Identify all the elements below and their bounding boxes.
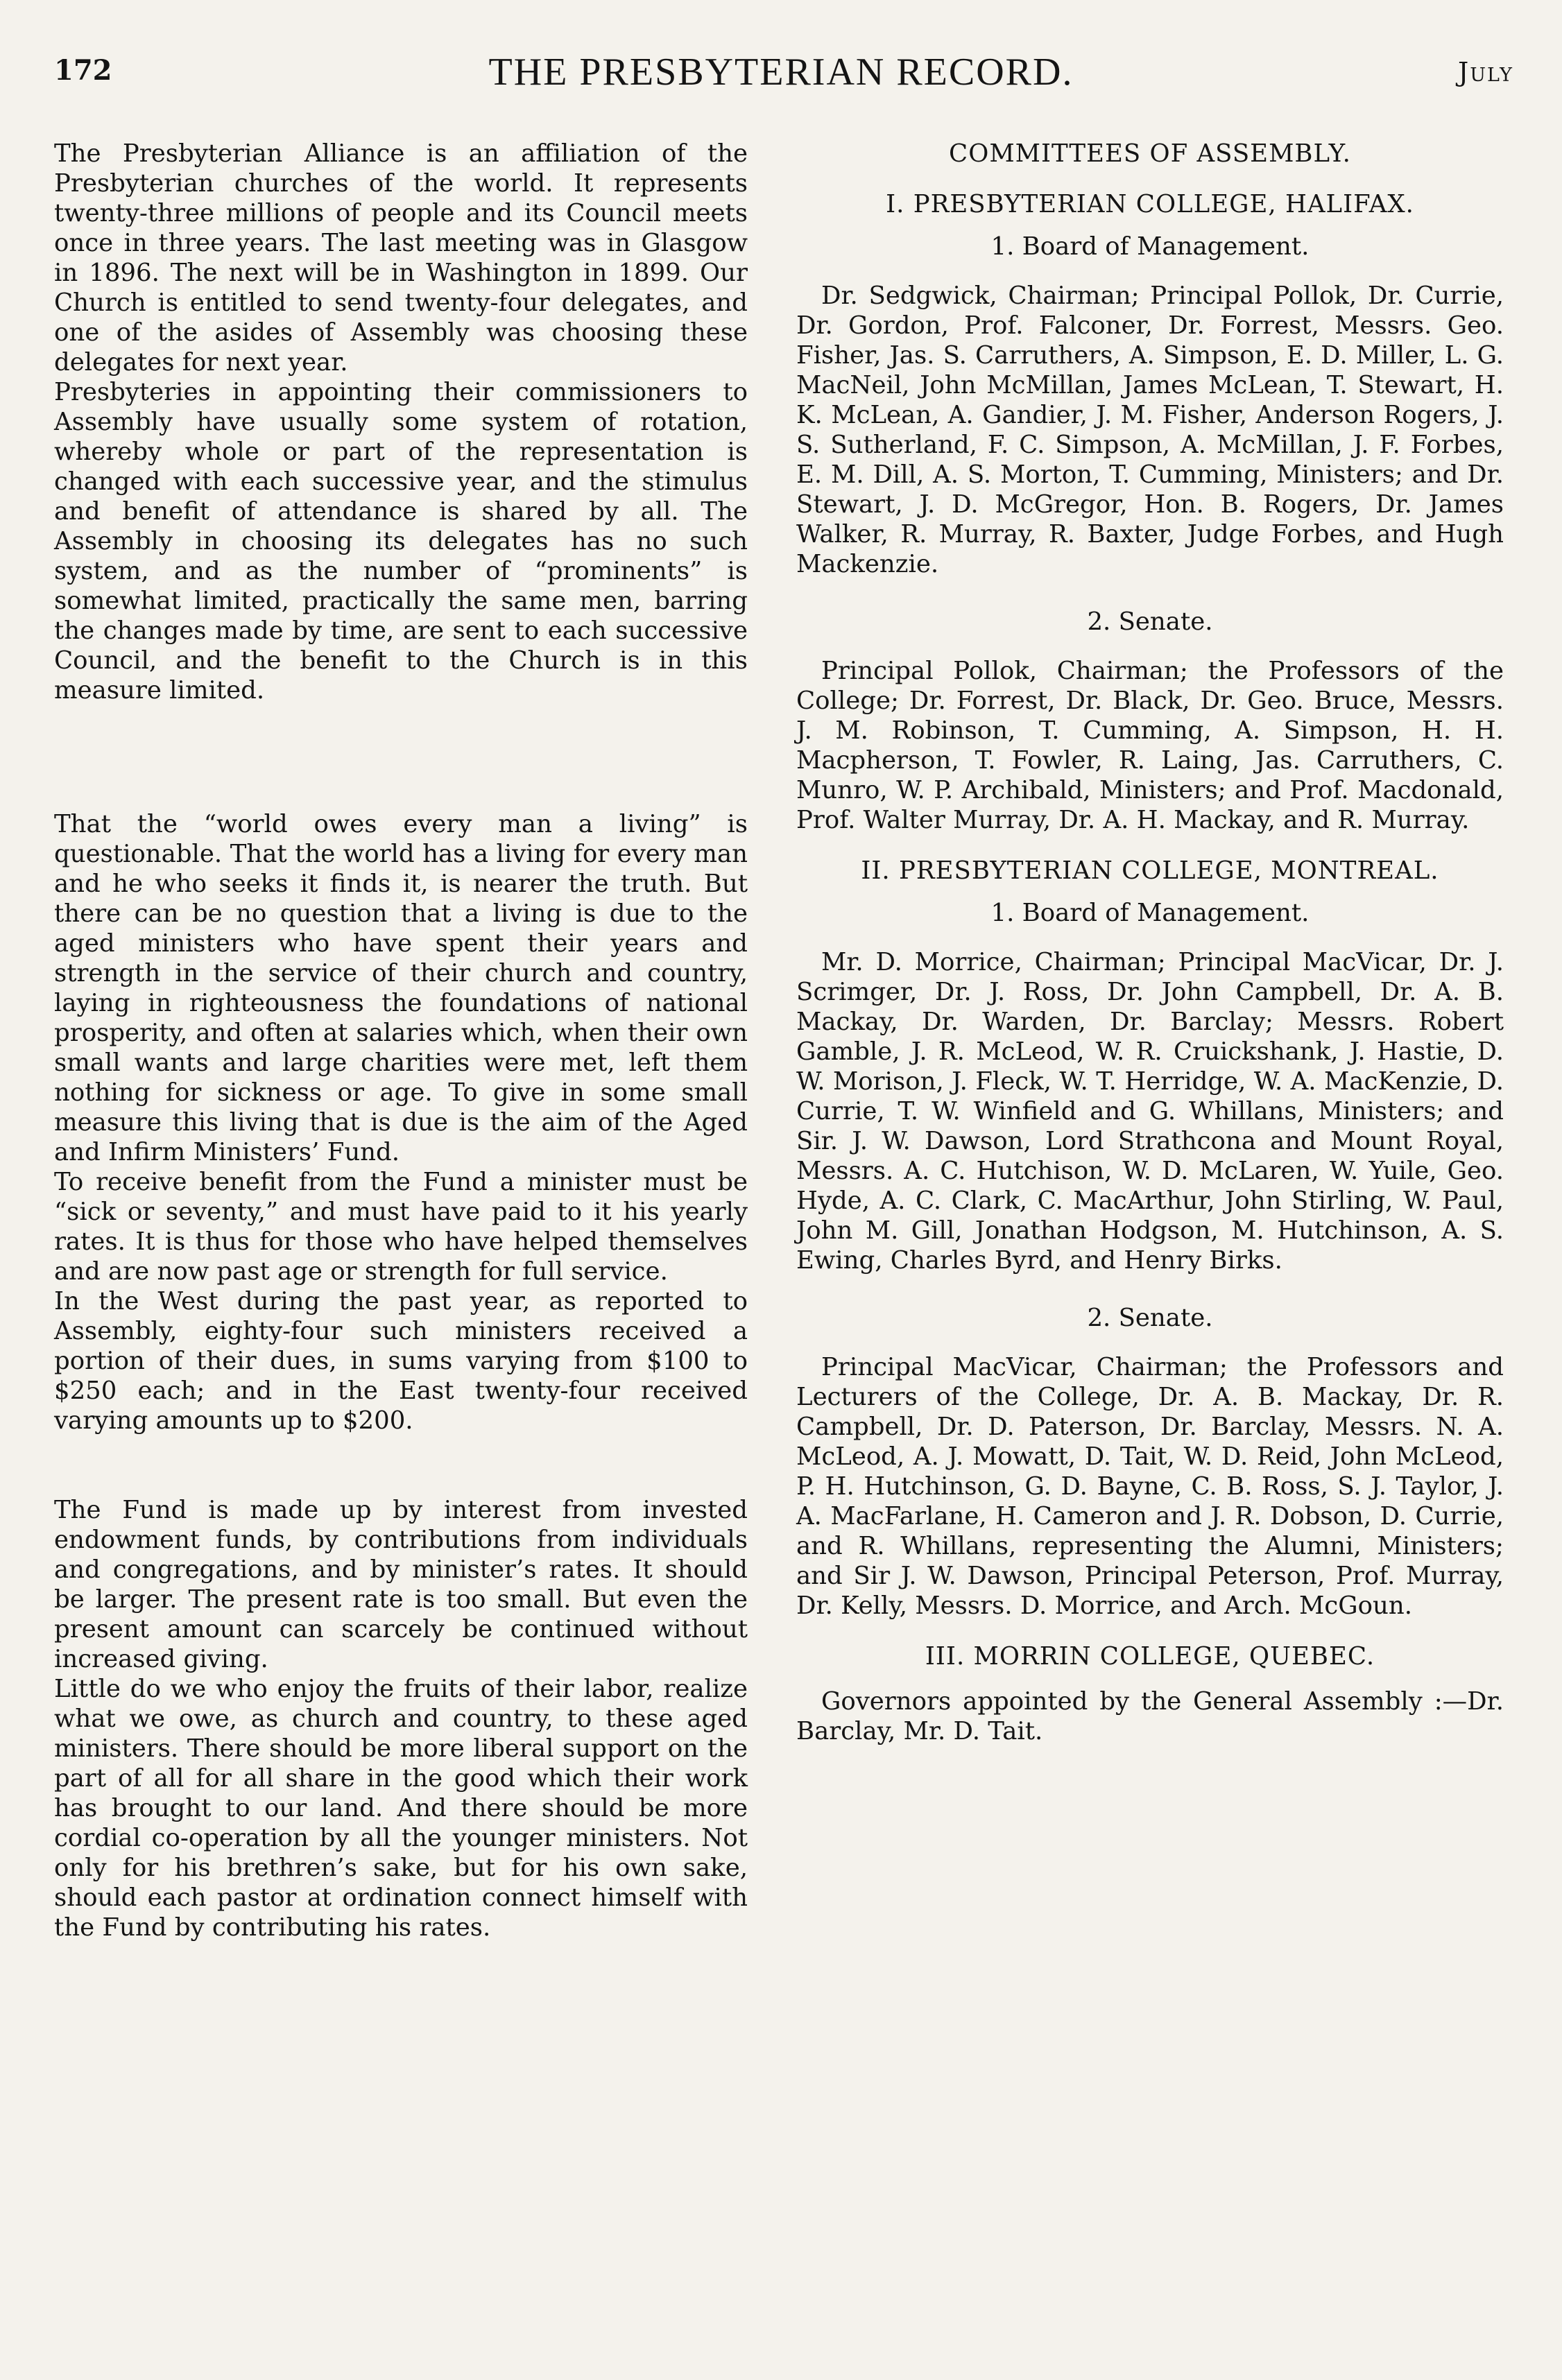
running-title: THE PRESBYTERIAN RECORD. (488, 51, 1074, 94)
member-list: Principal Pollok, Chairman; the Professors of the College; Dr. Forrest, Dr. Black, Dr. Geo. Bruce, Messrs. J. M. Robinson, T. Cumming, A. Simpson, H. H. Macpherson, T. Fowler, R. Laing, Jas. Carruthers, C. Munro, W. P. Archibald, Ministers; and Prof. Macdonald, Prof. Walter Murray, Dr. A. H. Mackay, and R. Murray. (796, 657, 1504, 834)
paragraph-receive-benefit: To receive benefit from the Fund a minister must be “sick or seventy,” and must have paid to it his yearly rates. It is thus for those who have helped themselves and are now past age or strength for full service. (54, 1168, 748, 1286)
member-list: Mr. D. Morrice, Chairman; Principal MacVicar, Dr. J. Scrimger, Dr. J. Ross, Dr. John Campbell, Dr. A. B. Mackay, Dr. Warden, Dr. Barclay; Messrs. Robert Gamble, J. R. McLeod, W. R. Cruickshank, J. Hastie, D. W. Morison, J. Fleck, W. T. Herridge, W. A. MacKenzie, D. Currie, T. W. Winfield and G. Whillans, Ministers; and Sir. J. W. Dawson, Lord Strathcona and Mount Royal, Messrs. A. C. Hutchison, W. D. McLaren, W. Yuile, Geo. Hyde, A. C. Clark, C. MacArthur, John Stirling, W. Paul, John M. Gill, Jonathan Hodgson, M. Hutchinson, A. S. Ewing, Charles Byrd, and Henry Birks. (796, 948, 1504, 1275)
issue-month: July (1457, 57, 1513, 87)
paragraph-world-owes: That the “world owes every man a living” is questionable. That the world has a living for every man and he who seeks it finds it, is nearer the truth. But there can be no question that a living is due to the aged ministers who have spent their years and strength in the service of their church and country, laying in righteousness the foundations of national prosperity, and often at salaries which, when their own small wants and large charities were met, left them nothing for sickness or age. To give in some small measure this living that is due is the aim of the Aged and Infirm Ministers’ Fund. (54, 810, 748, 1166)
section-heading: II. PRESBYTERIAN COLLEGE, MONTREAL. (861, 856, 1439, 885)
page-header (49, 51, 1513, 103)
section-heading: III. MORRIN COLLEGE, QUEBEC. (925, 1642, 1375, 1671)
paragraph-in-the-west: In the West during the past year, as reported to Assembly, eighty-four such ministers received a portion of their dues, in sums varying from $100 to $250 each; and in the East twenty-four received varying amounts up to $200. (54, 1287, 748, 1435)
committees-title: COMMITTEES OF ASSEMBLY. (949, 139, 1351, 168)
left-column (54, 139, 748, 1942)
subsection-heading: 1. Board of Management. (990, 899, 1310, 927)
paragraph-presbyteries: Presbyteries in appointing their commissioners to Assembly have usually some system of rotation, whereby whole or part of the representation is changed with each successive year, and the stimulus and benefit of attendance is shared by all. The Assembly in choosing its delegates has no such system, and as the number of “prominents” is somewhat limited, practically the same men, barring the changes made by time, are sent to each successive Council, and the benefit to the Church is in this measure limited. (54, 378, 748, 705)
subsection-heading: 2. Senate. (1087, 1304, 1213, 1332)
paragraph-alliance: The Presbyterian Alliance is an affiliation of the Presbyterian churches of the world. It represents twenty-three millions of people and its Council meets once in three years. The last meeting was in Glasgow in 1896. The next will be in Washington in 1899. Our Church is entitled to send twenty-four delegates, and one of the asides of Assembly was choosing these delegates for next year. (54, 139, 748, 377)
member-list: Dr. Sedgwick, Chairman; Principal Pollok, Dr. Currie, Dr. Gordon, Prof. Falconer, Dr. Forrest, Messrs. Geo. Fisher, Jas. S. Carruthers, A. Simpson, E. D. Miller, L. G. MacNeil, John McMillan, James McLean, T. Stewart, H. K. McLean, A. Gandier, J. M. Fisher, Anderson Rogers, J. S. Sutherland, F. C. Simpson, A. McMillan, J. F. Forbes, E. M. Dill, A. S. Morton, T. Cumming, Ministers; and Dr. Stewart, J. D. McGregor, Hon. B. Rogers, Dr. James Walker, R. Murray, R. Baxter, Judge Forbes, and Hugh Mackenzie. (796, 282, 1504, 578)
right-column (796, 139, 1504, 1746)
page-number: 172 (54, 54, 112, 87)
member-list: Governors appointed by the General Assembly :—Dr. Barclay, Mr. D. Tait. (796, 1687, 1504, 1745)
subsection-heading: 2. Senate. (1087, 607, 1213, 636)
subsection-heading: 1. Board of Management. (990, 232, 1310, 261)
member-list: Principal MacVicar, Chairman; the Professors and Lecturers of the College, Dr. A. B. Mackay, Dr. R. Campbell, Dr. D. Paterson, Dr. Barclay, Messrs. N. A. McLeod, A. J. Mowatt, D. Tait, W. D. Reid, John McLeod, P. H. Hutchinson, G. D. Bayne, C. B. Ross, S. J. Taylor, J. A. MacFarlane, H. Cameron and J. R. Dobson, D. Currie, and R. Whillans, representing the Alumni, Ministers; and Sir J. W. Dawson, Principal Peterson, Prof. Murray, Dr. Kelly, Messrs. D. Morrice, and Arch. McGoun. (796, 1353, 1504, 1620)
section-heading: I. PRESBYTERIAN COLLEGE, HALIFAX. (886, 190, 1414, 218)
paragraph-little-do-we: Little do we who enjoy the fruits of their labor, realize what we owe, as church and country, to these aged ministers. There should be more liberal support on the part of all for all share in the good which their work has brought to our land. And there should be more cordial co-operation by all the younger ministers. Not only for his brethren’s sake, but for his own sake, should each pastor at ordination connect himself with the Fund by contributing his rates. (54, 1675, 748, 1942)
paragraph-fund-made-up: The Fund is made up by interest from invested endowment funds, by contributions from individuals and congregations, and by minister’s rates. It should be larger. The present rate is too small. But even the present amount can scarcely be continued without increased giving. (54, 1496, 748, 1673)
